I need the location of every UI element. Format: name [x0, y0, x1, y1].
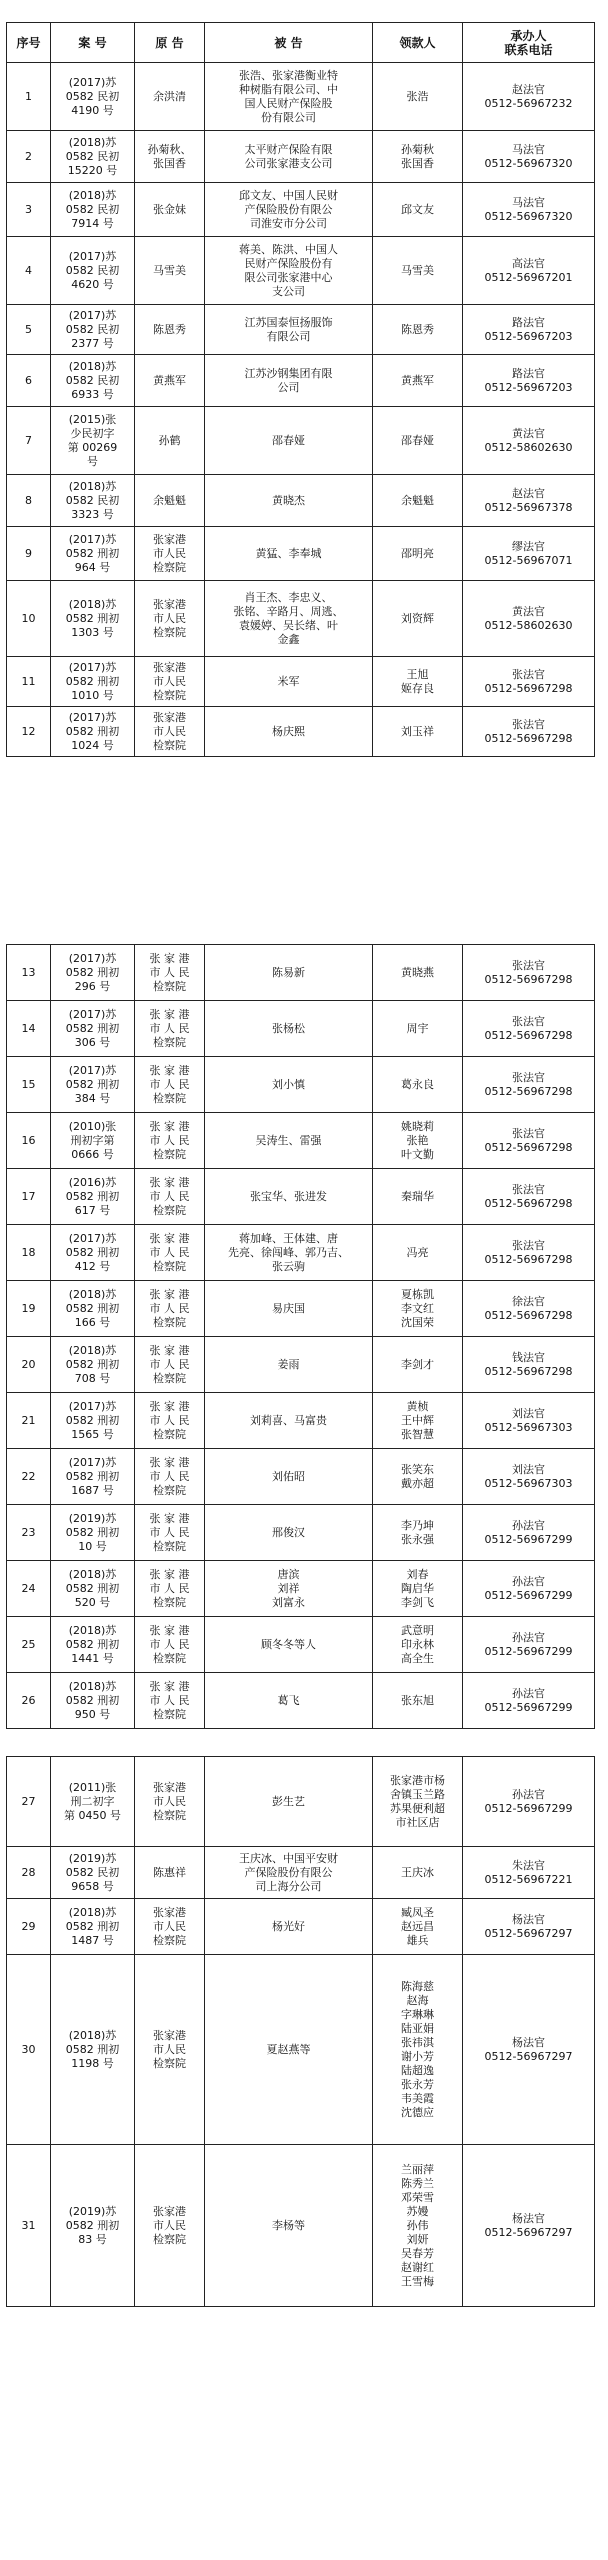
- cell-recipient: 黄燕军: [373, 355, 463, 407]
- cell-recipient: 李剑才: [373, 1337, 463, 1393]
- cell-plaintiff: 张 家 港 市 人 民 检察院: [135, 1505, 205, 1561]
- cell-no: 27: [7, 1757, 51, 1847]
- cell-plaintiff: 张家港 市人民 检察院: [135, 527, 205, 581]
- cell-defendant: 杨庆熙: [205, 707, 373, 757]
- cell-no: 25: [7, 1617, 51, 1673]
- table-row: [7, 475, 595, 527]
- cell-no: 6: [7, 355, 51, 407]
- cell-plaintiff: 张 家 港 市 人 民 检察院: [135, 1225, 205, 1281]
- table-row: [7, 1955, 595, 2145]
- cell-defendant: 邱文友、中国人民财 产保险股份有限公 司淮安市分公司: [205, 183, 373, 237]
- cell-plaintiff: 张 家 港 市 人 民 检察院: [135, 1001, 205, 1057]
- cell-no: 29: [7, 1899, 51, 1955]
- cell-defendant: 蒋美、陈洪、中国人 民财产保险股份有 限公司张家港中心 支公司: [205, 237, 373, 305]
- cell-plaintiff: 张 家 港 市 人 民 检察院: [135, 945, 205, 1001]
- cell-judge: 张法官 0512-56967298: [463, 1113, 595, 1169]
- cell-case: (2015)张 少民初字 第 00269 号: [51, 407, 135, 475]
- header-no: 序号: [7, 23, 51, 63]
- cell-recipient: 马雪美: [373, 237, 463, 305]
- table-row: [7, 183, 595, 237]
- cell-recipient: 刘资辉: [373, 581, 463, 657]
- cell-recipient: 夏栋凯 李文红 沈国荣: [373, 1281, 463, 1337]
- cell-no: 22: [7, 1449, 51, 1505]
- table-row: [7, 355, 595, 407]
- cell-no: 17: [7, 1169, 51, 1225]
- table-row: [7, 1169, 595, 1225]
- cell-case: (2018)苏 0582 民初 7914 号: [51, 183, 135, 237]
- cell-no: 8: [7, 475, 51, 527]
- cell-defendant: 夏赵燕等: [205, 1955, 373, 2145]
- cell-defendant: 刘莉喜、马富贵: [205, 1393, 373, 1449]
- table-row: [7, 1505, 595, 1561]
- cell-defendant: 江苏国泰恒扬服饰 有限公司: [205, 305, 373, 355]
- table-row: [7, 237, 595, 305]
- cell-no: 26: [7, 1673, 51, 1729]
- cell-no: 23: [7, 1505, 51, 1561]
- cell-recipient: 刘玉祥: [373, 707, 463, 757]
- cell-judge: 张法官 0512-56967298: [463, 657, 595, 707]
- header-recipient: 领款人: [373, 23, 463, 63]
- cell-plaintiff: 张 家 港 市 人 民 检察院: [135, 1337, 205, 1393]
- cell-case: (2018)苏 0582 民初 3323 号: [51, 475, 135, 527]
- table-row: [7, 2145, 595, 2307]
- cell-recipient: 张笑东 戴亦超: [373, 1449, 463, 1505]
- cell-judge: 张法官 0512-56967298: [463, 945, 595, 1001]
- cell-judge: 张法官 0512-56967298: [463, 1057, 595, 1113]
- cell-judge: 黄法官 0512-58602630: [463, 581, 595, 657]
- cell-judge: 黄法官 0512-58602630: [463, 407, 595, 475]
- cell-defendant: 刘小慎: [205, 1057, 373, 1113]
- table-row: [7, 707, 595, 757]
- cell-defendant: 彭生艺: [205, 1757, 373, 1847]
- cell-judge: 张法官 0512-56967298: [463, 1225, 595, 1281]
- cell-case: (2017)苏 0582 刑初 1010 号: [51, 657, 135, 707]
- cell-judge: 孙法官 0512-56967299: [463, 1561, 595, 1617]
- table-row: [7, 1561, 595, 1617]
- cell-plaintiff: 张 家 港 市 人 民 检察院: [135, 1617, 205, 1673]
- cell-defendant: 刘佑昭: [205, 1449, 373, 1505]
- cell-recipient: 陈海慈 赵海 字琳琳 陆亚娟 张祎淇 谢小芳 陆超逸 张永芳 韦美霞 沈德应: [373, 1955, 463, 2145]
- cell-case: (2017)苏 0582 刑初 384 号: [51, 1057, 135, 1113]
- cell-case: (2016)苏 0582 刑初 617 号: [51, 1169, 135, 1225]
- cell-plaintiff: 张 家 港 市 人 民 检察院: [135, 1561, 205, 1617]
- cell-plaintiff: 陈惠祥: [135, 1847, 205, 1899]
- header-defendant: 被 告: [205, 23, 373, 63]
- case-table-3: [6, 1756, 595, 2307]
- cell-defendant: 肖王杰、李忠义、 张铭、辛路月、周逃、 袁媛婷、吴长绪、叶 金鑫: [205, 581, 373, 657]
- cell-no: 2: [7, 131, 51, 183]
- cell-no: 19: [7, 1281, 51, 1337]
- cell-recipient: 余魁魁: [373, 475, 463, 527]
- cell-case: (2018)苏 0582 民初 6933 号: [51, 355, 135, 407]
- cell-defendant: 葛飞: [205, 1673, 373, 1729]
- cell-case: (2018)苏 0582 刑初 708 号: [51, 1337, 135, 1393]
- cell-recipient: 王旭 姬存良: [373, 657, 463, 707]
- table-row: [7, 527, 595, 581]
- cell-plaintiff: 张家港 市人民 检察院: [135, 657, 205, 707]
- cell-recipient: 武意明 印永林 高全生: [373, 1617, 463, 1673]
- cell-case: (2017)苏 0582 民初 2377 号: [51, 305, 135, 355]
- table-row: [7, 1337, 595, 1393]
- cell-recipient: 葛永良: [373, 1057, 463, 1113]
- cell-plaintiff: 马雪美: [135, 237, 205, 305]
- table-row: [7, 1847, 595, 1899]
- cell-recipient: 周宇: [373, 1001, 463, 1057]
- cell-case: (2018)苏 0582 民初 15220 号: [51, 131, 135, 183]
- cell-case: (2017)苏 0582 民初 4190 号: [51, 63, 135, 131]
- table-row: [7, 407, 595, 475]
- cell-case: (2017)苏 0582 刑初 1565 号: [51, 1393, 135, 1449]
- cell-defendant: 张浩、张家港衡业特 种树脂有限公司、中 国人民财产保险股 份有限公司: [205, 63, 373, 131]
- cell-no: 18: [7, 1225, 51, 1281]
- table-row: [7, 1281, 595, 1337]
- cell-defendant: 顾冬冬等人: [205, 1617, 373, 1673]
- cell-no: 5: [7, 305, 51, 355]
- cell-defendant: 吴涛生、雷强: [205, 1113, 373, 1169]
- cell-judge: 赵法官 0512-56967378: [463, 475, 595, 527]
- cell-no: 3: [7, 183, 51, 237]
- cell-no: 15: [7, 1057, 51, 1113]
- cell-judge: 刘法官 0512-56967303: [463, 1449, 595, 1505]
- table-row: [7, 1899, 595, 1955]
- cell-recipient: 黄晓燕: [373, 945, 463, 1001]
- cell-plaintiff: 余魁魁: [135, 475, 205, 527]
- cell-plaintiff: 张家港 市人民 检察院: [135, 2145, 205, 2307]
- cell-no: 28: [7, 1847, 51, 1899]
- cell-case: (2011)张 刑二初字 第 0450 号: [51, 1757, 135, 1847]
- cell-plaintiff: 张金妹: [135, 183, 205, 237]
- cell-plaintiff: 张 家 港 市 人 民 检察院: [135, 1393, 205, 1449]
- cell-no: 7: [7, 407, 51, 475]
- table-row: [7, 945, 595, 1001]
- cell-defendant: 太平财产保险有限 公司张家港支公司: [205, 131, 373, 183]
- cell-defendant: 李杨等: [205, 2145, 373, 2307]
- header-plaintiff: 原 告: [135, 23, 205, 63]
- table-header-row: [7, 23, 595, 63]
- cell-recipient: 姚晓莉 张艳 叶文勤: [373, 1113, 463, 1169]
- cell-defendant: 邵春娅: [205, 407, 373, 475]
- table-row: [7, 1449, 595, 1505]
- cell-defendant: 蒋加峰、王体建、唐 先亮、徐闯峰、郭乃吉、 张云驹: [205, 1225, 373, 1281]
- cell-plaintiff: 张 家 港 市 人 民 检察院: [135, 1449, 205, 1505]
- table-row: [7, 131, 595, 183]
- cell-no: 16: [7, 1113, 51, 1169]
- cell-recipient: 张家港市杨 舍镇玉兰路 苏果便利超 市社区店: [373, 1757, 463, 1847]
- cell-no: 30: [7, 1955, 51, 2145]
- cell-case: (2017)苏 0582 刑初 306 号: [51, 1001, 135, 1057]
- cell-judge: 杨法官 0512-56967297: [463, 1899, 595, 1955]
- cell-judge: 张法官 0512-56967298: [463, 707, 595, 757]
- cell-judge: 孙法官 0512-56967299: [463, 1505, 595, 1561]
- cell-defendant: 米军: [205, 657, 373, 707]
- cell-no: 11: [7, 657, 51, 707]
- cell-no: 31: [7, 2145, 51, 2307]
- table-row: [7, 1057, 595, 1113]
- cell-no: 4: [7, 237, 51, 305]
- cell-judge: 杨法官 0512-56967297: [463, 2145, 595, 2307]
- table-section-1: [6, 22, 594, 757]
- cell-recipient: 刘春 陶启华 李剑飞: [373, 1561, 463, 1617]
- cell-recipient: 臧凤圣 赵远昌 雄兵: [373, 1899, 463, 1955]
- cell-no: 20: [7, 1337, 51, 1393]
- cell-judge: 张法官 0512-56967298: [463, 1001, 595, 1057]
- cell-defendant: 邢俊汉: [205, 1505, 373, 1561]
- cell-no: 10: [7, 581, 51, 657]
- table-row: [7, 1673, 595, 1729]
- cell-judge: 徐法官 0512-56967298: [463, 1281, 595, 1337]
- cell-defendant: 陈易新: [205, 945, 373, 1001]
- cell-recipient: 张浩: [373, 63, 463, 131]
- cell-no: 12: [7, 707, 51, 757]
- cell-plaintiff: 余洪清: [135, 63, 205, 131]
- cell-case: (2017)苏 0582 刑初 964 号: [51, 527, 135, 581]
- table-row: [7, 1393, 595, 1449]
- cell-case: (2017)苏 0582 刑初 1687 号: [51, 1449, 135, 1505]
- cell-recipient: 张东旭: [373, 1673, 463, 1729]
- cell-plaintiff: 张家港 市人民 检察院: [135, 581, 205, 657]
- cell-judge: 朱法官 0512-56967221: [463, 1847, 595, 1899]
- cell-no: 21: [7, 1393, 51, 1449]
- cell-case: (2019)苏 0582 民初 9658 号: [51, 1847, 135, 1899]
- cell-case: (2018)苏 0582 刑初 166 号: [51, 1281, 135, 1337]
- cell-judge: 路法官 0512-56967203: [463, 355, 595, 407]
- cell-recipient: 陈恩秀: [373, 305, 463, 355]
- cell-recipient: 冯亮: [373, 1225, 463, 1281]
- table-row: [7, 1617, 595, 1673]
- cell-no: 24: [7, 1561, 51, 1617]
- table-section-2: [6, 944, 594, 1729]
- cell-case: (2018)苏 0582 刑初 520 号: [51, 1561, 135, 1617]
- table-row: [7, 305, 595, 355]
- cell-recipient: 秦瑞华: [373, 1169, 463, 1225]
- cell-defendant: 黄猛、李奉城: [205, 527, 373, 581]
- cell-recipient: 邵春娅: [373, 407, 463, 475]
- cell-judge: 孙法官 0512-56967299: [463, 1757, 595, 1847]
- cell-no: 9: [7, 527, 51, 581]
- cell-plaintiff: 孙菊秋、 张国香: [135, 131, 205, 183]
- cell-no: 13: [7, 945, 51, 1001]
- cell-defendant: 张宝华、张进发: [205, 1169, 373, 1225]
- cell-plaintiff: 张 家 港 市 人 民 检察院: [135, 1113, 205, 1169]
- cell-defendant: 黄晓杰: [205, 475, 373, 527]
- table-section-3: [6, 1756, 594, 2307]
- cell-case: (2018)苏 0582 刑初 1441 号: [51, 1617, 135, 1673]
- header-judge: 承办人 联系电话: [463, 23, 595, 63]
- cell-judge: 杨法官 0512-56967297: [463, 1955, 595, 2145]
- cell-recipient: 黄桢 王中辉 张智慧: [373, 1393, 463, 1449]
- cell-judge: 钱法官 0512-56967298: [463, 1337, 595, 1393]
- cell-plaintiff: 孙鹤: [135, 407, 205, 475]
- cell-plaintiff: 张家港 市人民 检察院: [135, 707, 205, 757]
- cell-recipient: 邵明亮: [373, 527, 463, 581]
- cell-no: 14: [7, 1001, 51, 1057]
- cell-case: (2017)苏 0582 刑初 296 号: [51, 945, 135, 1001]
- cell-judge: 高法官 0512-56967201: [463, 237, 595, 305]
- cell-case: (2017)苏 0582 刑初 1024 号: [51, 707, 135, 757]
- cell-defendant: 王庆冰、中国平安财 产保险股份有限公 司上海分公司: [205, 1847, 373, 1899]
- cell-case: (2010)张 刑初字第 0666 号: [51, 1113, 135, 1169]
- cell-case: (2017)苏 0582 民初 4620 号: [51, 237, 135, 305]
- cell-case: (2018)苏 0582 刑初 950 号: [51, 1673, 135, 1729]
- cell-plaintiff: 张 家 港 市 人 民 检察院: [135, 1281, 205, 1337]
- cell-case: (2018)苏 0582 刑初 1198 号: [51, 1955, 135, 2145]
- cell-plaintiff: 黄燕军: [135, 355, 205, 407]
- case-table-1: [6, 22, 595, 757]
- table-row: [7, 581, 595, 657]
- cell-judge: 马法官 0512-56967320: [463, 131, 595, 183]
- cell-case: (2019)苏 0582 刑初 10 号: [51, 1505, 135, 1561]
- cell-judge: 路法官 0512-56967203: [463, 305, 595, 355]
- cell-judge: 孙法官 0512-56967299: [463, 1617, 595, 1673]
- cell-plaintiff: 张家港 市人民 检察院: [135, 1899, 205, 1955]
- cell-recipient: 孙菊秋 张国香: [373, 131, 463, 183]
- cell-case: (2017)苏 0582 刑初 412 号: [51, 1225, 135, 1281]
- cell-defendant: 姜雨: [205, 1337, 373, 1393]
- table-row: [7, 1225, 595, 1281]
- cell-plaintiff: 张 家 港 市 人 民 检察院: [135, 1673, 205, 1729]
- cell-plaintiff: 张家港 市人民 检察院: [135, 1955, 205, 2145]
- case-table-2: [6, 944, 595, 1729]
- cell-recipient: 邱文友: [373, 183, 463, 237]
- cell-judge: 马法官 0512-56967320: [463, 183, 595, 237]
- table-row: [7, 1001, 595, 1057]
- cell-defendant: 杨光好: [205, 1899, 373, 1955]
- table-row: [7, 63, 595, 131]
- cell-judge: 缪法官 0512-56967071: [463, 527, 595, 581]
- cell-judge: 赵法官 0512-56967232: [463, 63, 595, 131]
- table-row: [7, 657, 595, 707]
- cell-plaintiff: 张家港 市人民 检察院: [135, 1757, 205, 1847]
- header-case: 案 号: [51, 23, 135, 63]
- cell-judge: 张法官 0512-56967298: [463, 1169, 595, 1225]
- cell-defendant: 唐滨 刘祥 刘富永: [205, 1561, 373, 1617]
- cell-judge: 孙法官 0512-56967299: [463, 1673, 595, 1729]
- cell-recipient: 兰丽萍 陈秀兰 邓荣雪 苏嫚 孙伟 刘妍 吴春芳 赵谢红 王雪梅: [373, 2145, 463, 2307]
- cell-plaintiff: 张 家 港 市 人 民 检察院: [135, 1057, 205, 1113]
- cell-recipient: 王庆冰: [373, 1847, 463, 1899]
- table-row: [7, 1757, 595, 1847]
- cell-defendant: 易庆国: [205, 1281, 373, 1337]
- cell-no: 1: [7, 63, 51, 131]
- cell-case: (2018)苏 0582 刑初 1303 号: [51, 581, 135, 657]
- table-row: [7, 1113, 595, 1169]
- cell-case: (2018)苏 0582 刑初 1487 号: [51, 1899, 135, 1955]
- cell-recipient: 李乃坤 张永强: [373, 1505, 463, 1561]
- cell-judge: 刘法官 0512-56967303: [463, 1393, 595, 1449]
- cell-defendant: 张杨松: [205, 1001, 373, 1057]
- cell-defendant: 江苏沙钢集团有限 公司: [205, 355, 373, 407]
- cell-case: (2019)苏 0582 刑初 83 号: [51, 2145, 135, 2307]
- cell-plaintiff: 陈恩秀: [135, 305, 205, 355]
- cell-plaintiff: 张 家 港 市 人 民 检察院: [135, 1169, 205, 1225]
